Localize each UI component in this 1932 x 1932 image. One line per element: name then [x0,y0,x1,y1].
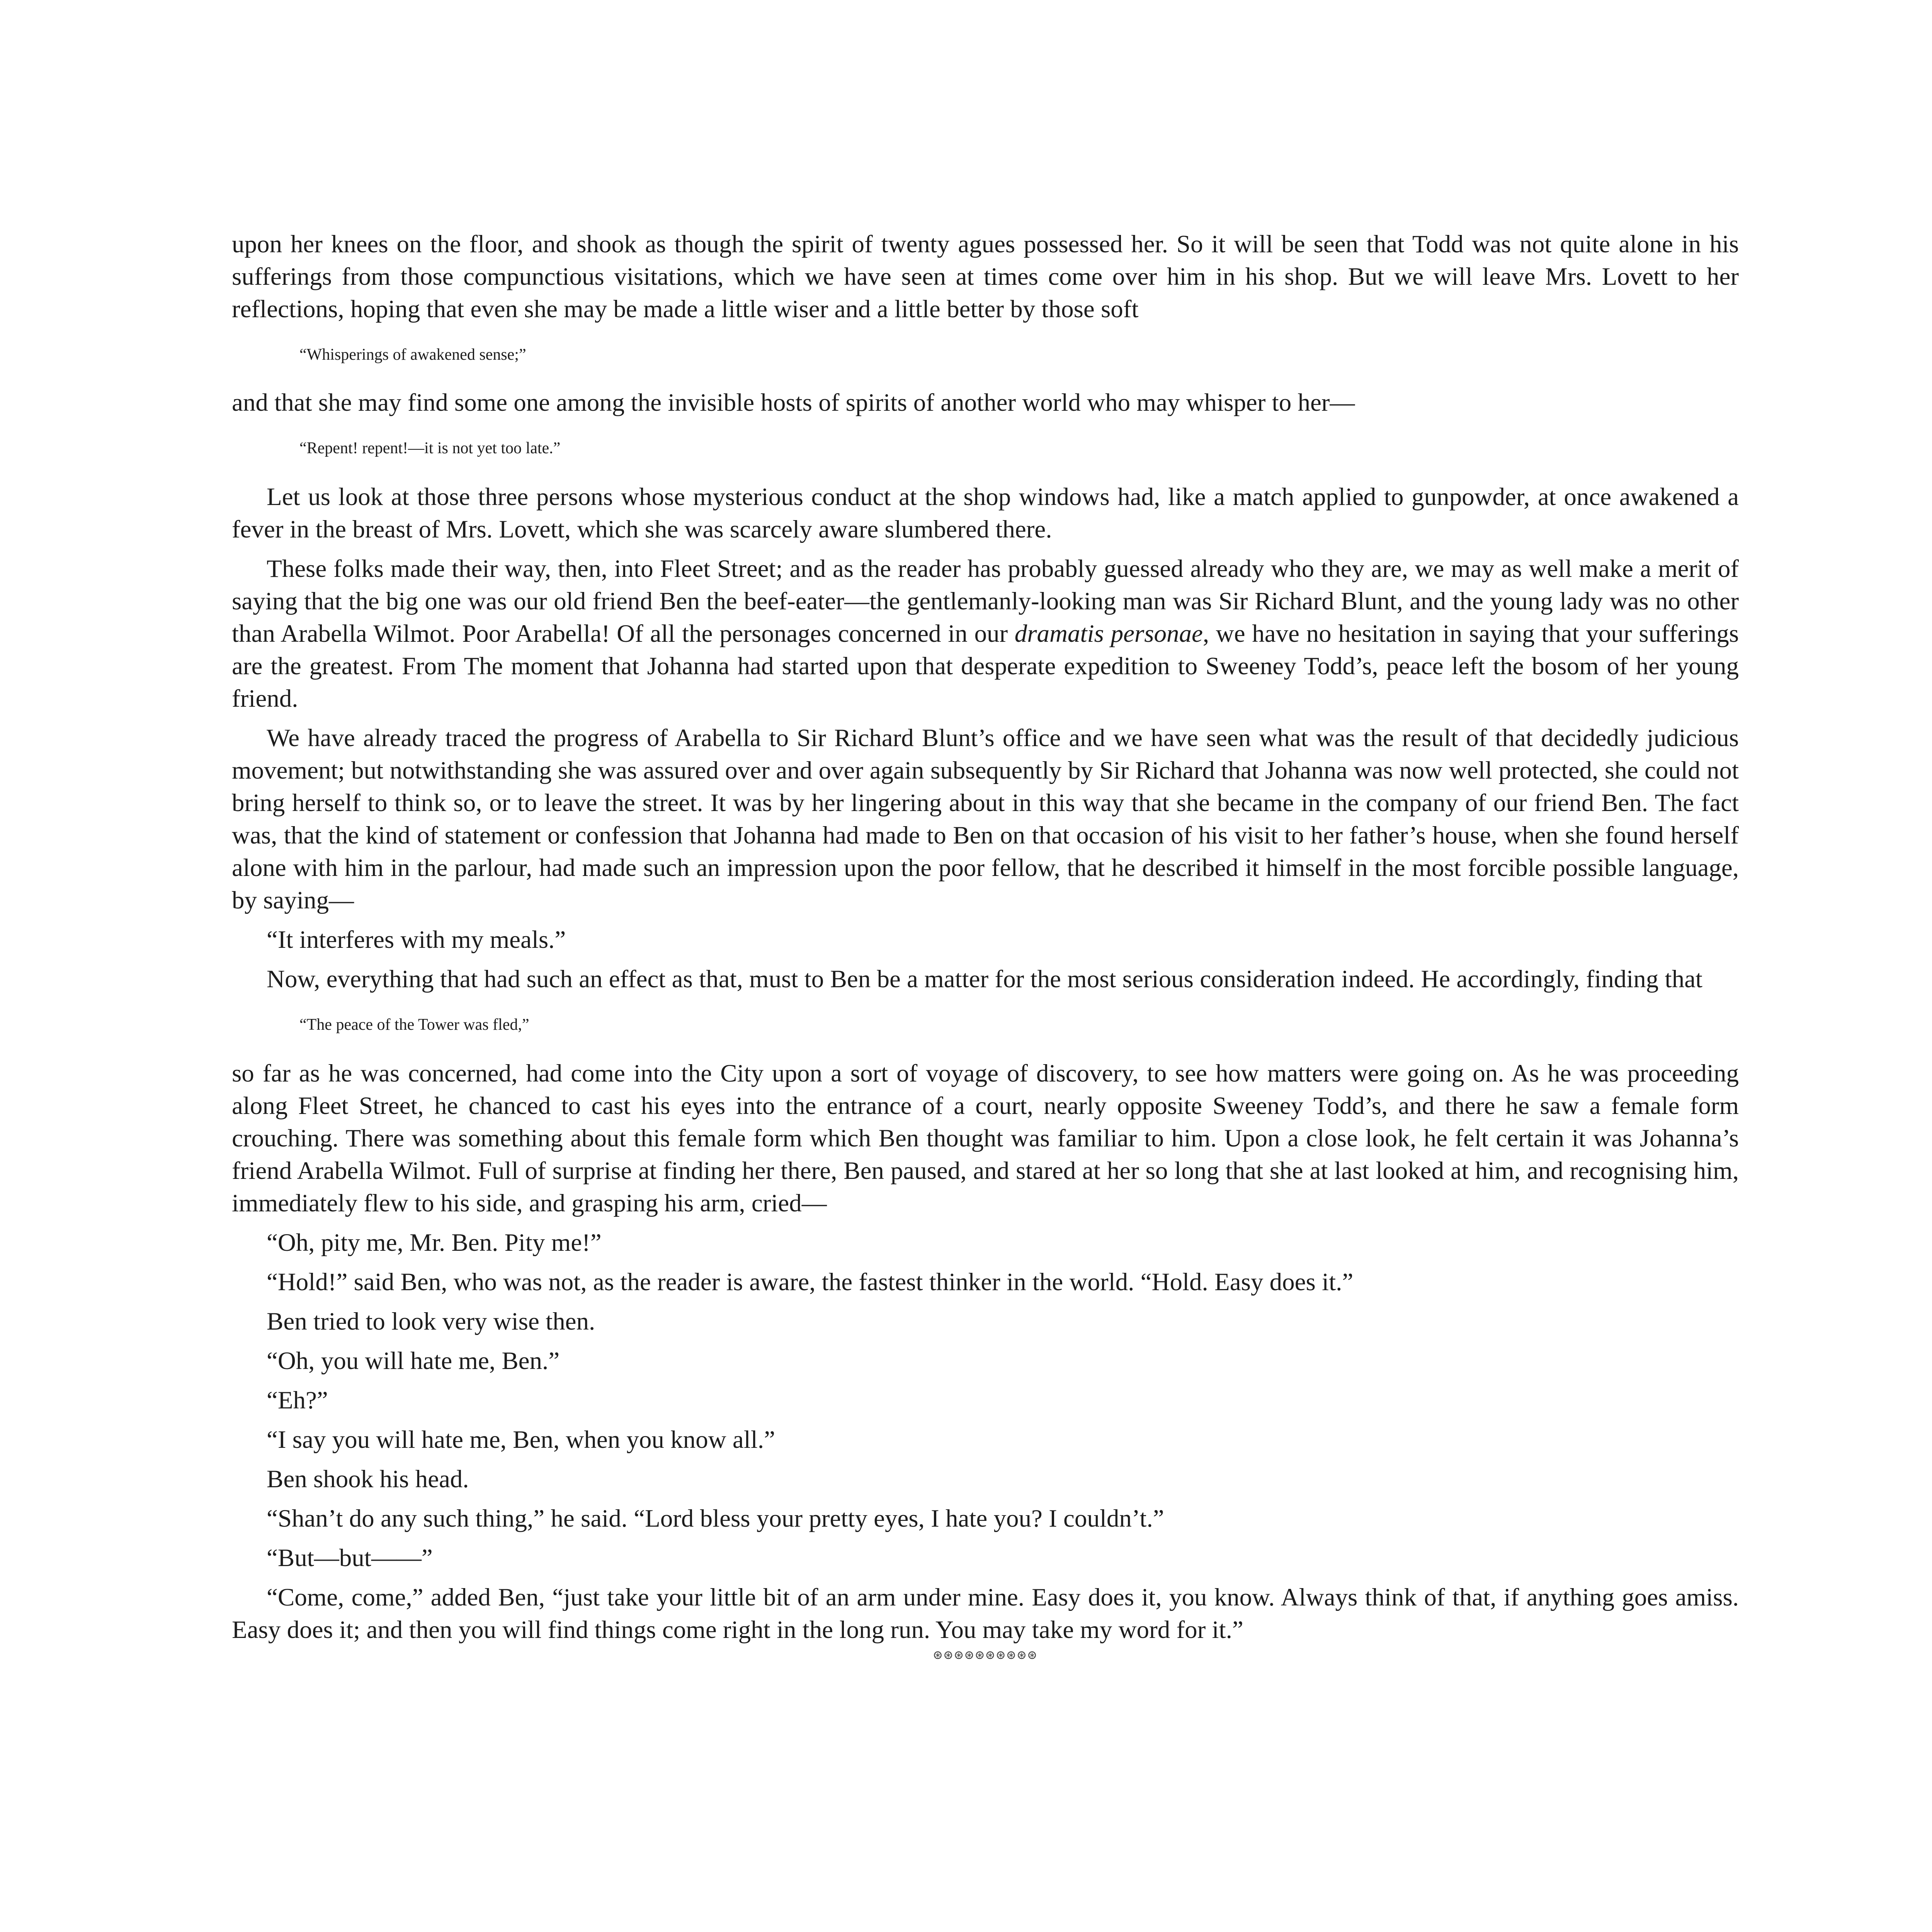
italic-phrase: dramatis personae [1014,620,1203,648]
dialogue-line: “Come, come,” added Ben, “just take your little bit of an arm under mine. Easy does it, you know. Always think of that, if anything goes amiss. Easy does it; and then you will find things come right in the long run. You may take my word for it.” [232,1583,1739,1644]
paragraph: upon her knees on the floor, and shook as though the spirit of twenty agues possessed her. So it will be seen that Todd was not quite alone in his sufferings from those compunctious visitations, which we have seen at times come over him in his shop. But we will leave Mrs. Lovett to her reflections, hoping that even she may be made a little wiser and a little better by those soft [232,230,1739,323]
paragraph [232,553,1739,715]
block-quote: “Repent! repent!—it is not yet too late.” [299,439,561,457]
dialogue-line: Ben shook his head. [267,1465,469,1493]
paragraph: Let us look at those three persons whose mysterious conduct at the shop windows had, like a match applied to gunpowder, at once awakened a fever in the breast of Mrs. Lovett, which she was scarcely aware slumbered there. [232,483,1739,543]
paragraph: We have already traced the progress of Arabella to Sir Richard Blunt’s office and we have seen what was the result of that decidedly judicious movement; but notwithstanding she was assured over and over again subsequently by Sir Richard that Johanna was now well protected, she could not bring herself to think so, or to leave the street. It was by her lingering about in this way that she became in the company of our friend Ben. The fact was, that the kind of statement or confession that Johanna had made to Ben on that occasion of his visit to her father’s house, when she found herself alone with him in the parlour, had made such an impression upon the poor fellow, that he described it himself in the most forcible possible language, by saying— [232,724,1739,914]
paragraph-text: These folks made their way, then, into Fleet Street; and as the reader has probably guessed already who they are, we may as well make a merit of saying that the big one was our old friend Ben the beef-eater—the gentlemanly-looking man was Sir Richard Blunt, and the young lady was no other than Arabella Wilmot. Poor Arabella! Of all the personages concerned in our [232,555,1739,648]
paragraph: Now, everything that had such an effect as that, must to Ben be a matter for the most serious consideration indeed. He accordingly, finding that [267,965,1702,993]
dialogue-line: “Shan’t do any such thing,” he said. “Lord bless your pretty eyes, I hate you? I couldn’t.” [267,1505,1164,1532]
dialogue-line: “Oh, pity me, Mr. Ben. Pity me!” [267,1229,602,1257]
paragraph: and that she may find some one among the invisible hosts of spirits of another world who may whisper to her— [232,389,1355,417]
dialogue-line: “Hold!” said Ben, who was not, as the reader is aware, the fastest thinker in the world. “Hold. Easy does it.” [267,1268,1354,1296]
dialogue-line: Ben tried to look very wise then. [267,1308,595,1335]
block-quote: “The peace of the Tower was fled,” [299,1016,529,1034]
paragraph-text: , we have no hesitation in saying that your sufferings are the greatest. From The moment that Johanna had started upon that desperate expedition to Sweeney Todd’s, peace left the bosom of her young friend. [232,620,1739,713]
paragraph: so far as he was concerned, had come into the City upon a sort of voyage of discovery, to see how matters were going on. As he was proceeding along Fleet Street, he chanced to cast his eyes into the entrance of a court, nearly opposite Sweeney Todd’s, and there he saw a female form crouching. There was something about this female form which Ben thought was familiar to him. Upon a close look, he felt certain it was Johanna’s friend Arabella Wilmot. Full of surprise at finding her there, Ben paused, and stared at her so long that she at last looked at him, and recognising him, immediately flew to his side, and grasping his arm, cried— [232,1060,1739,1217]
section-ornament: ⊛⊛⊛⊛⊛⊛⊛⊛⊛⊛ [933,1648,1038,1662]
dialogue-line: “I say you will hate me, Ben, when you know all.” [267,1426,775,1454]
dialogue-line: “Oh, you will hate me, Ben.” [267,1347,560,1375]
block-quote: “Whisperings of awakened sense;” [299,346,526,364]
page-content [232,228,1739,1662]
dialogue-line: “It interferes with my meals.” [267,926,566,954]
dialogue-line: “But—but——” [267,1544,433,1572]
dialogue-line: “Eh?” [267,1386,328,1414]
